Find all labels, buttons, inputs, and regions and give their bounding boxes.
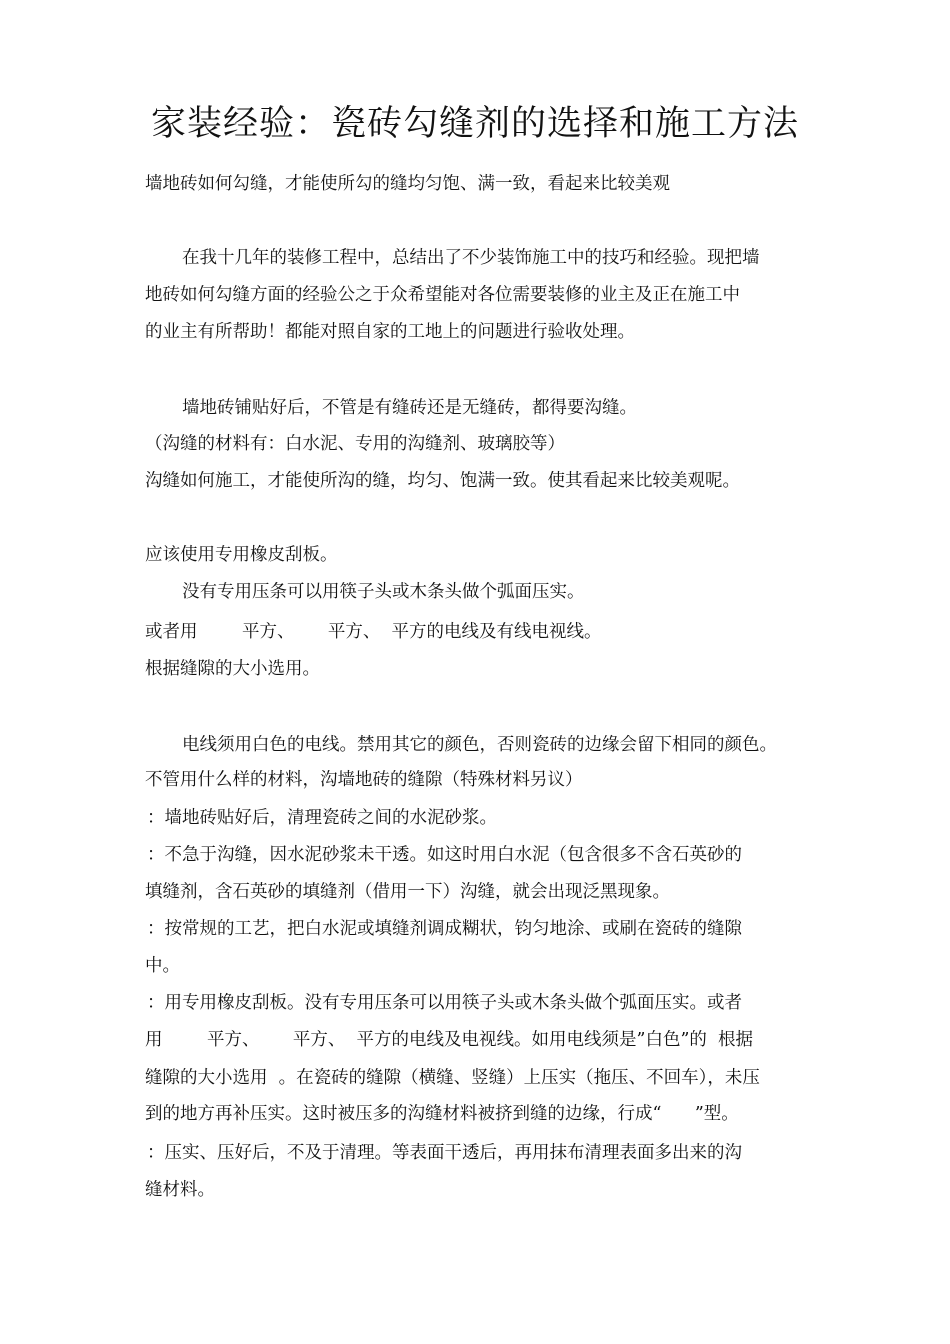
intro-line-1: 在我十几年的装修工程中，总结出了不少装饰施工中的技巧和经验。现把墙 (182, 248, 760, 268)
section3-line-4: ：不急于沟缝，因水泥砂浆未干透。如这时用白水泥（包含很多不含石英砂的 (147, 845, 742, 865)
section3-line-8: ：用专用橡皮刮板。没有专用压条可以用筷子头或木条头做个弧面压实。或者 (147, 993, 742, 1013)
section3-line-11: 到的地方再补压实。这时被压多的沟缝材料被挤到缝的边缘，行成“ ”型。 (145, 1104, 739, 1124)
section3-line-2: 不管用什么样的材料，沟墙地砖的缝隙（特殊材料另议） (145, 770, 583, 790)
subtitle: 墙地砖如何勾缝，才能使所勾的缝均匀饱、满一致，看起来比较美观 (145, 174, 670, 194)
section1-line-3: 沟缝如何施工，才能使所沟的缝，均匀、饱满一致。使其看起来比较美观呢。 (145, 471, 740, 491)
section2-line-2: 没有专用压条可以用筷子头或木条头做个弧面压实。 (182, 582, 585, 602)
section3-line-9: 用 平方、 平方、 平方的电线及电视线。如用电线须是”白色”的 根据 (145, 1030, 754, 1050)
section3-line-12: ：压实、压好后，不及于清理。等表面干透后，再用抹布清理表面多出来的沟 (147, 1143, 742, 1163)
section1-line-2: （沟缝的材料有：白水泥、专用的沟缝剂、玻璃胶等） (145, 434, 565, 454)
intro-line-2: 地砖如何勾缝方面的经验公之于众希望能对各位需要装修的业主及正在施工中 (145, 285, 740, 305)
section3-line-10: 缝隙的大小选用 。在瓷砖的缝隙（横缝、竖缝）上压实（拖压、不回车），未压 (145, 1068, 760, 1088)
section3-line-6: ：按常规的工艺，把白水泥或填缝剂调成糊状，钧匀地涂、或刷在瓷砖的缝隙 (147, 919, 742, 939)
section2-line-4: 根据缝隙的大小选用。 (145, 659, 320, 679)
section3-line-5: 填缝剂，含石英砂的填缝剂（借用一下）沟缝，就会出现泛黑现象。 (145, 882, 670, 902)
section3-line-13: 缝材料。 (145, 1180, 215, 1200)
section2-line-1: 应该使用专用橡皮刮板。 (145, 545, 338, 565)
section3-line-1: 电线须用白色的电线。禁用其它的颜色，否则瓷砖的边缘会留下相同的颜色。 (182, 735, 777, 755)
document-title: 家装经验：瓷砖勾缝剂的选择和施工方法 (150, 104, 799, 144)
intro-line-3: 的业主有所帮助！都能对照自家的工地上的问题进行验收处理。 (145, 322, 635, 342)
section3-line-3: ：墙地砖贴好后，清理瓷砖之间的水泥砂浆。 (147, 808, 497, 828)
section1-line-1: 墙地砖铺贴好后，不管是有缝砖还是无缝砖，都得要沟缝。 (182, 398, 637, 418)
section2-line-3: 或者用 平方、 平方、 平方的电线及有线电视线。 (145, 622, 602, 642)
section3-line-7: 中。 (145, 956, 180, 976)
